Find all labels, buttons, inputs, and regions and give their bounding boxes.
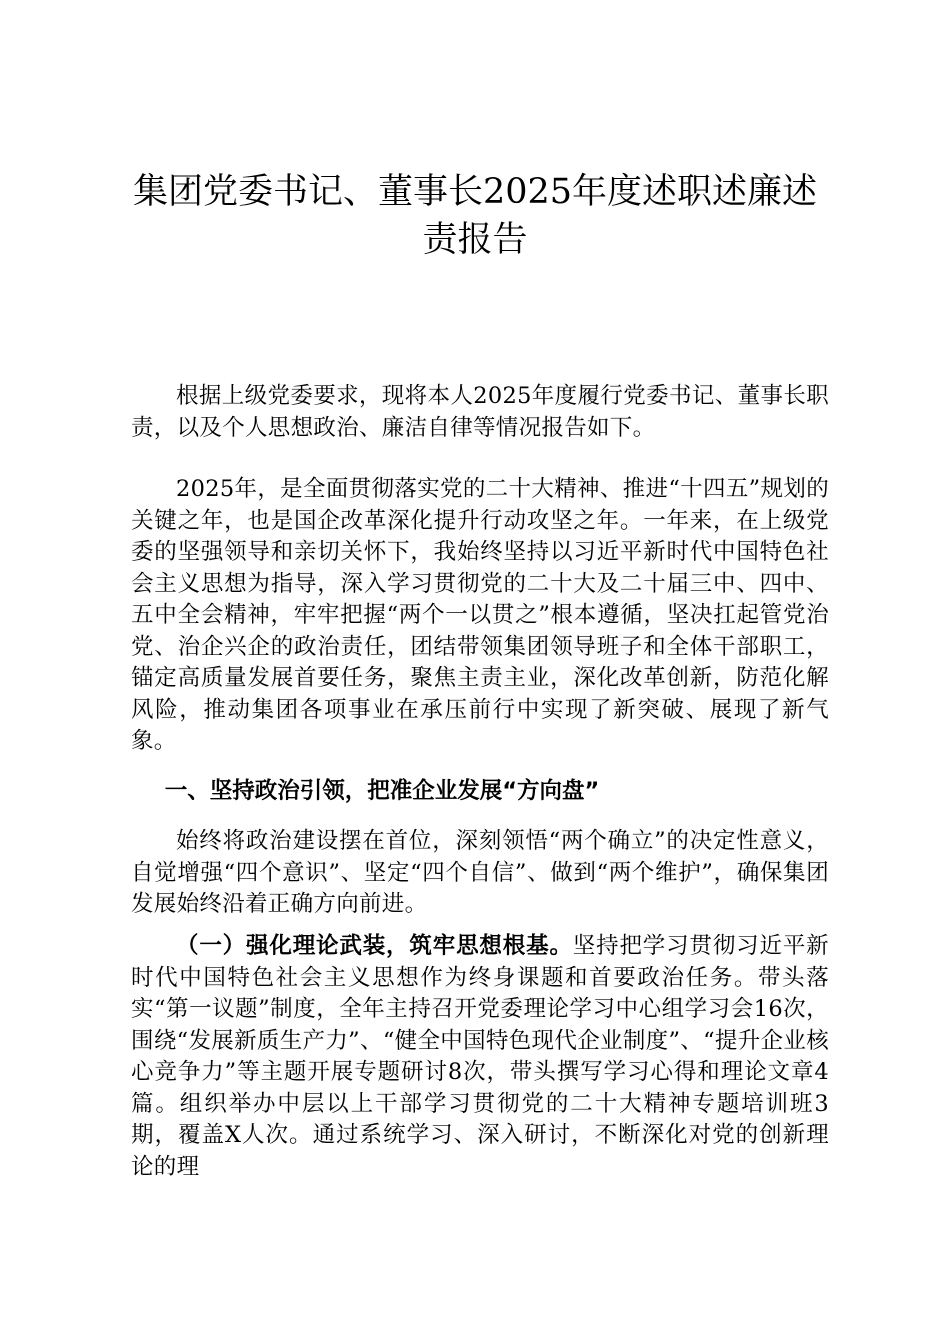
overview-paragraph: 2025年，是全面贯彻落实党的二十大精神、推进“十四五”规划的关键之年，也是国企改革深化提升行动攻坚之年。一年来，在上级党委的坚强领导和亲切关怀下，我始终坚持以习近平新时代中国特色社会主义思想为指导，深入学习贯彻党的二十大及二十届三中、四中、五中全会精神，牢牢把握“两个一以贯之”根本遵循，坚决扛起管党治党、治企兴企的政治责任，团结带领集团领导班子和全体干部职工，锚定高质量发展首要任务，聚焦主责主业，深化改革创新，防范化解风险，推动集团各项事业在承压前行中实现了新突破、展现了新气象。 — [131, 476, 829, 754]
subsection-1-lead: （一）强化理论武装，筑牢思想根基。 — [176, 933, 573, 959]
subsection-1-paragraph — [131, 931, 829, 1183]
document-title — [120, 168, 830, 264]
intro-paragraph: 根据上级党委要求，现将本人2025年度履行党委书记、董事长职责，以及个人思想政治、廉洁自律等情况报告如下。 — [131, 383, 829, 441]
title-line-2: 责报告 — [422, 220, 528, 260]
section-1-paragraph: 始终将政治建设摆在首位，深刻领悟“两个确立”的决定性意义，自觉增强“四个意识”、坚定“四个自信”、做到“两个维护”，确保集团发展始终沿着正确方向前进。 — [131, 828, 829, 917]
title-line-1: 集团党委书记、董事长2025年度述职述廉述 — [132, 172, 818, 212]
subsection-1-text: 坚持把学习贯彻习近平新时代中国特色社会主义思想作为终身课题和首要政治任务。带头落实“第一议题”制度，全年主持召开党委理论学习中心组学习会16次，围绕“发展新质生产力”、“健全中国特色现代企业制度”、“提升企业核心竞争力”等主题开展专题研讨8次，带头撰写学习心得和理论文章4篇。组织举办中层以上干部学习贯彻党的二十大精神专题培训班3期，覆盖X人次。通过系统学习、深入研讨，不断深化对党的创新理论的理 — [131, 933, 829, 1180]
section-1-heading: 一、坚持政治引领，把准企业发展“方向盘” — [164, 778, 600, 804]
